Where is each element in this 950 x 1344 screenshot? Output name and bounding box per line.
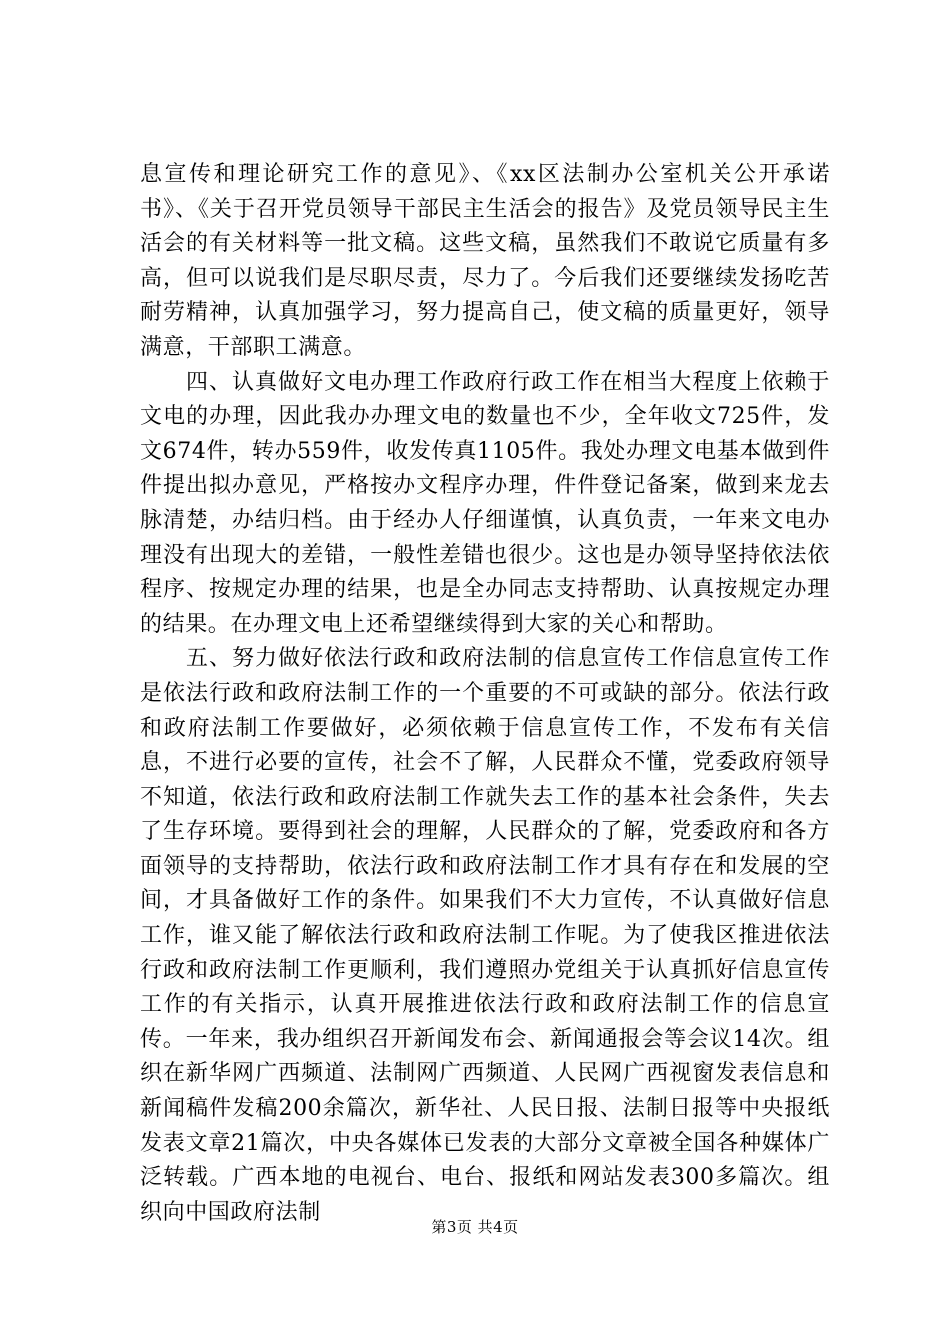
page-number-footer: 第3页 共4页: [431, 1218, 519, 1236]
paragraph-information-publicity: 五、努力做好依法行政和政府法制的信息宣传工作信息宣传工作是依法行政和政府法制工作的一个重要的不可或缺的部分。依法行政和政府法制工作要做好，必须依赖于信息宣传工作，不发布有关信息，不进行必要的宣传，社会不了解，人民群众不懂，党委政府领导不知道，依法行政和政府法制工作就失去工作的基本社会条件，失去了生存环境。要得到社会的理解，人民群众的了解，党委政府和各方面领导的支持帮助，依法行政和政府法制工作才具有存在和发展的空间，才具备做好工作的条件。如果我们不大力宣传，不认真做好信息工作，谁又能了解依法行政和政府法制工作呢。为了使我区推进依法行政和政府法制工作更顺利，我们遵照办党组关于认真抓好信息宣传工作的有关指示，认真开展推进依法行政和政府法制工作的信息宣传。一年来，我办组织召开新闻发布会、新闻通报会等会议14次。组织在新华网广西频道、法制网广西频道、人民网广西视窗发表信息和新闻稿件发稿200余篇次，新华社、人民日报、法制日报等中央报纸发表文章21篇次，中央各媒体已发表的大部分文章被全国各种媒体广泛转载。广西本地的电视台、电台、报纸和网站发表300多篇次。组织向中国政府法制: [140, 646, 830, 1225]
paragraph-document-handling: 四、认真做好文电办理工作政府行政工作在相当大程度上依赖于文电的办理，因此我办办理文电的数量也不少，全年收文725件，发文674件，转办559件，收发传真1105件。我处办理文电基本做到件件提出拟办意见，严格按办文程序办理，件件登记备案，做到来龙去脉清楚，办结归档。由于经办人仔细谨慎，认真负责，一年来文电办理没有出现大的差错，一般性差错也很少。这也是办领导坚持依法依程序、按规定办理的结果，也是全办同志支持帮助、认真按规定办理的结果。在办理文电上还希望继续得到大家的关心和帮助。: [140, 369, 830, 637]
paragraph-continuation: 息宣传和理论研究工作的意见》、《xx区法制办公室机关公开承诺书》、《关于召开党员领导干部民主生活会的报告》及党员领导民主生活会的有关材料等一批文稿。这些文稿，虽然我们不敢说它质量有多高，但可以说我们是尽职尽责，尽力了。今后我们还要继续发扬吃苦耐劳精神，认真加强学习，努力提高自己，使文稿的质量更好，领导满意，干部职工满意。: [140, 162, 830, 360]
document-body: [140, 158, 830, 1230]
